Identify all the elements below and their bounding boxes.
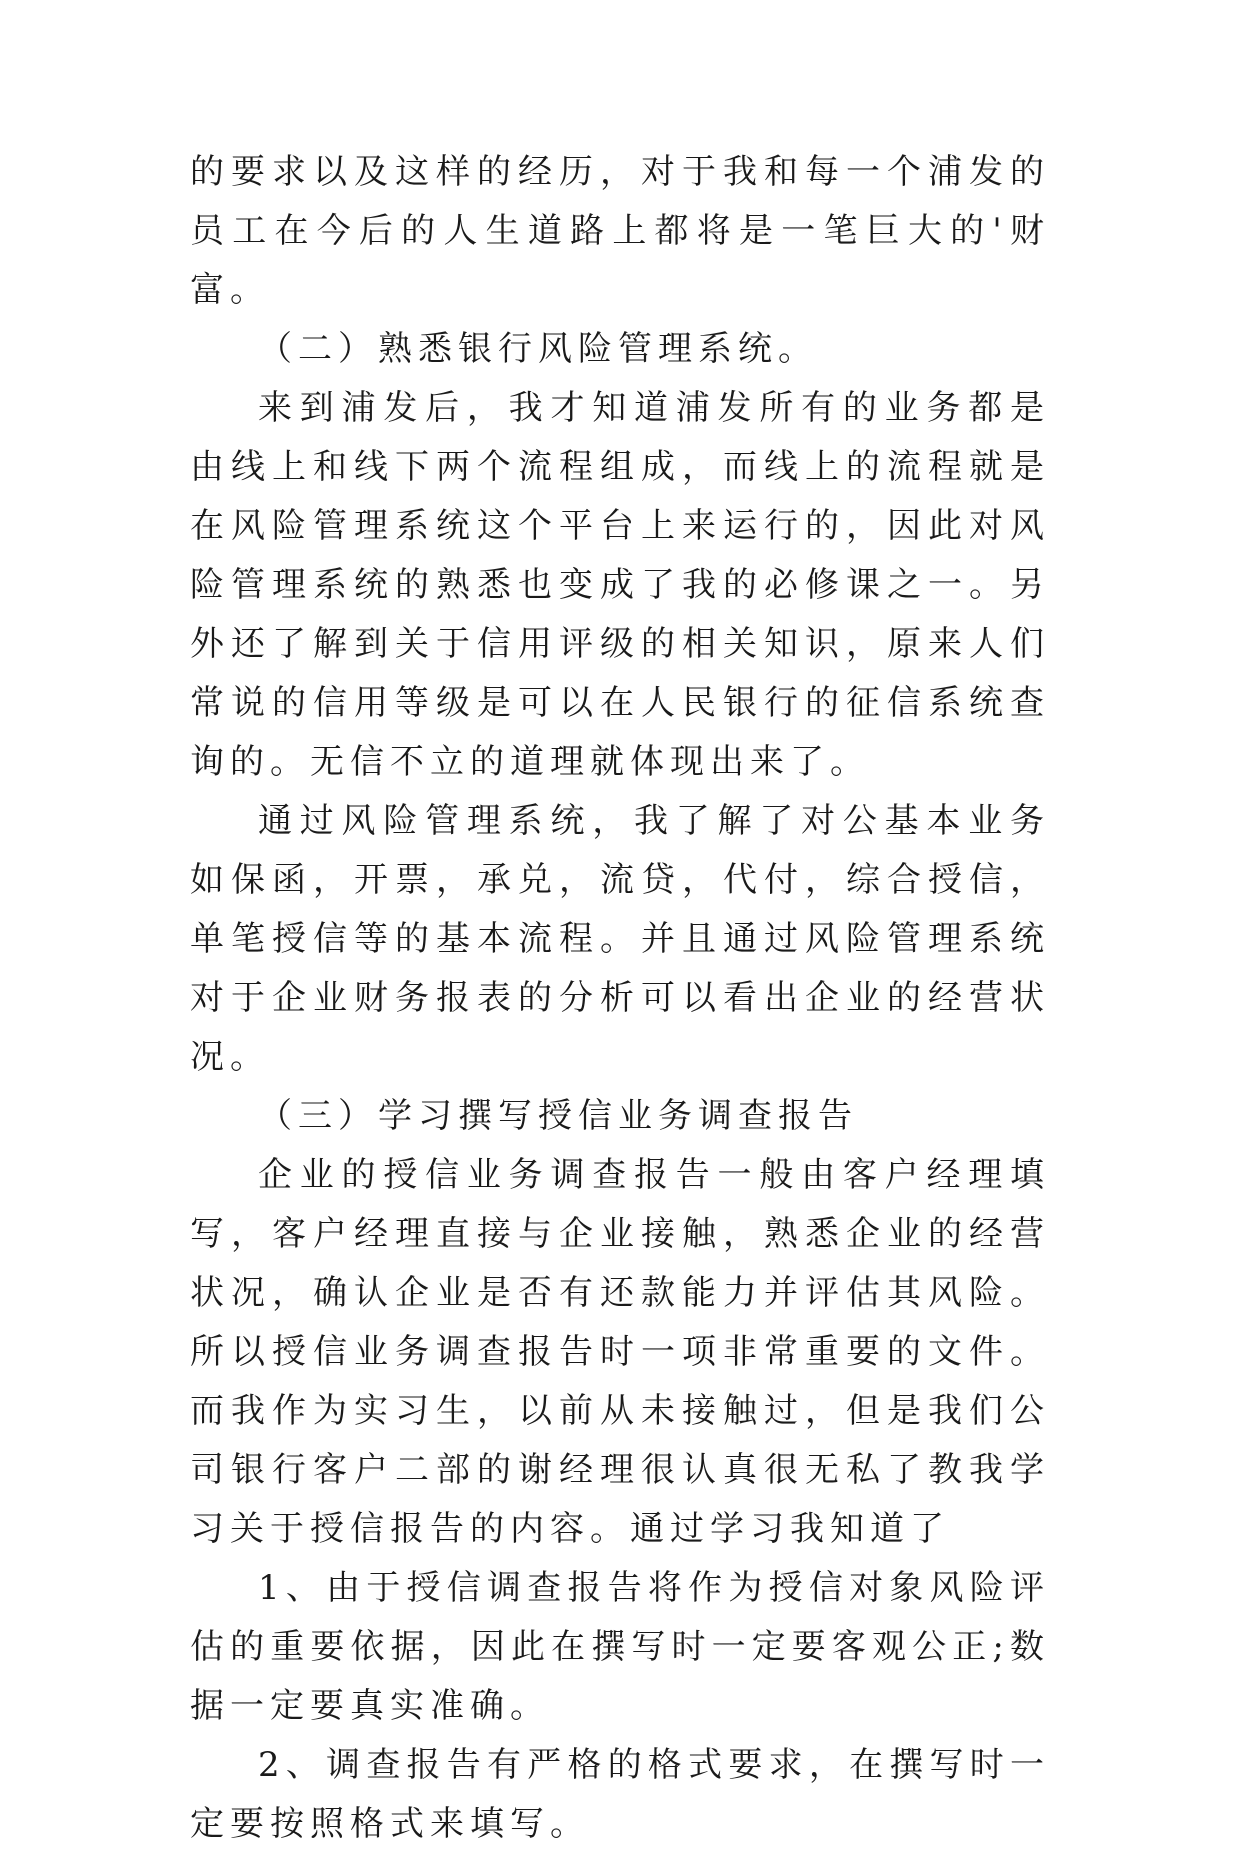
list-item-1: 1、由于授信调查报告将作为授信对象风险评估的重要依据，因此在撰写时一定要客观公正;数据一定要真实准确。: [190, 1568, 1050, 1726]
paragraph-continuation: 的要求以及这样的经历，对于我和每一个浦发的员工在今后的人生道路上都将是一笔巨大的'财富。: [190, 152, 1050, 310]
list-item-2: 2、调查报告有严格的格式要求，在撰写时一定要按照格式来填写。: [190, 1745, 1050, 1844]
document-body: [190, 143, 1050, 1854]
section-heading-2: （二）熟悉银行风险管理系统。: [258, 329, 818, 369]
paragraph: 企业的授信业务调查报告一般由客户经理填写，客户经理直接与企业接触，熟悉企业的经营状况，确认企业是否有还款能力并评估其风险。所以授信业务调查报告时一项非常重要的文件。而我作为实习生，以前从未接触过，但是我们公司银行客户二部的谢经理很认真很无私了教我学习关于授信报告的内容。通过学习我知道了: [190, 1155, 1050, 1549]
section-heading-3: （三）学习撰写授信业务调查报告: [258, 1096, 858, 1136]
paragraph: 来到浦发后，我才知道浦发所有的业务都是由线上和线下两个流程组成，而线上的流程就是在风险管理系统这个平台上来运行的，因此对风险管理系统的熟悉也变成了我的必修课之一。另外还了解到关于信用评级的相关知识，原来人们常说的信用等级是可以在人民银行的征信系统查询的。无信不立的道理就体现出来了。: [190, 388, 1050, 782]
paragraph: 通过风险管理系统，我了解了对公基本业务如保函，开票，承兑，流贷，代付，综合授信，单笔授信等的基本流程。并且通过风险管理系统对于企业财务报表的分析可以看出企业的经营状况。: [190, 801, 1050, 1077]
